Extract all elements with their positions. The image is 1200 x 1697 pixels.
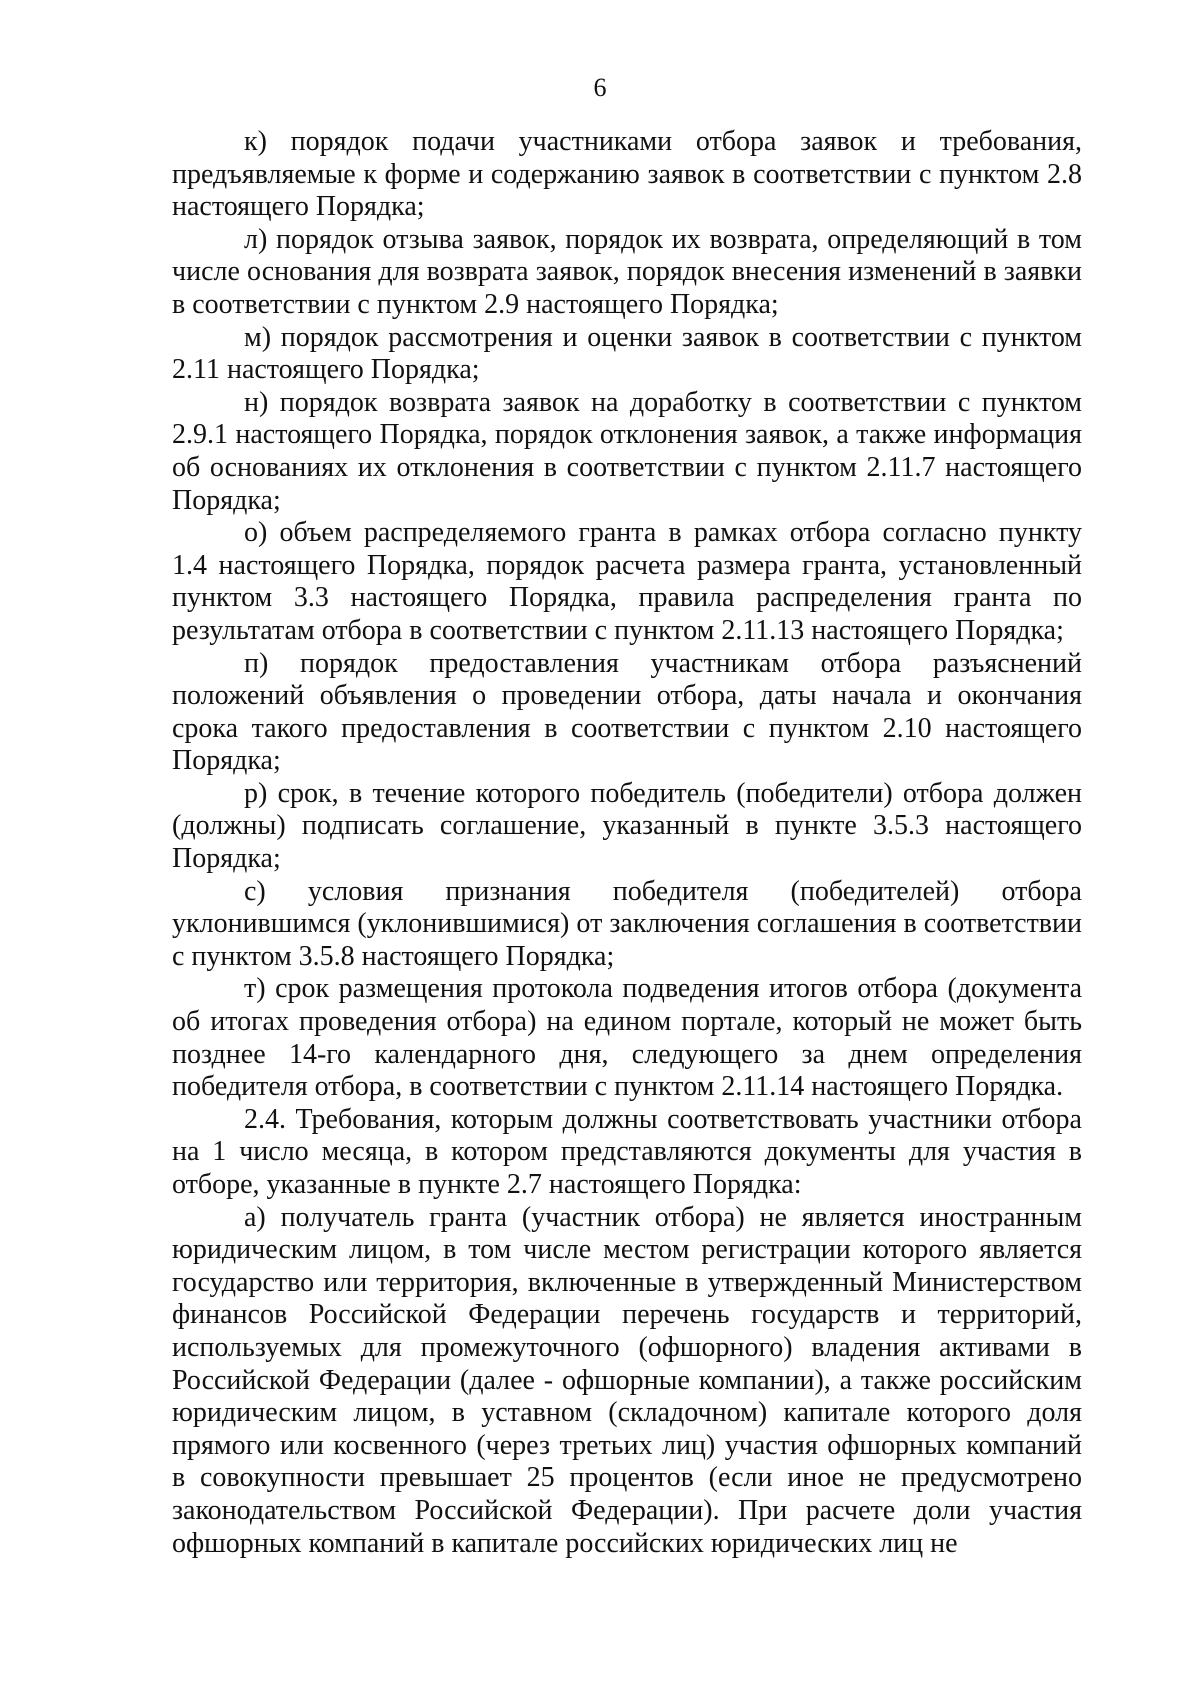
paragraph-s: с) условия признания победителя (победителей) отбора уклонившимся (уклонившимися) от заключения соглашения в соответствии с пунктом 3.5.8 настоящего Порядка; xyxy=(172,875,1082,972)
paragraph-p: п) порядок предоставления участникам отбора разъяснений положений объявления о проведении отбора, даты начала и окончания срока такого предоставления в соответствии с пунктом 2.10 настоящего Порядка; xyxy=(172,647,1082,777)
document-body xyxy=(172,126,1082,1560)
paragraph-n: н) порядок возврата заявок на доработку в соответствии с пунктом 2.9.1 настоящего Порядка, порядок отклонения заявок, а также информация об основаниях их отклонения в соответствии с пунктом 2.11.7 настоящего Порядка; xyxy=(172,386,1082,516)
paragraph-k: к) порядок подачи участниками отбора заявок и требования, предъявляемые к форме и содержанию заявок в соответствии с пунктом 2.8 настоящего Порядка; xyxy=(172,126,1082,223)
paragraph-o: о) объем распределяемого гранта в рамках отбора согласно пункту 1.4 настоящего Порядка, порядок расчета размера гранта, установленный пунктом 3.3 настоящего Порядка, правила распределения гранта по результатам отбора в соответствии с пунктом 2.11.13 настоящего Порядка; xyxy=(172,517,1082,646)
page-number: 6 xyxy=(593,73,607,102)
paragraph-l: л) порядок отзыва заявок, порядок их возврата, определяющий в том числе основания для возврата заявок, порядок внесения изменений в заявки в соответствии с пунктом 2.9 настоящего Порядка; xyxy=(172,223,1082,320)
paragraph-t: т) срок размещения протокола подведения итогов отбора (документа об итогах проведения отбора) на едином портале, который не может быть позднее 14-го календарного дня, следующего за днем определения победителя отбора, в соответствии с пунктом 2.11.14 настоящего Порядка. xyxy=(172,973,1082,1103)
paragraph-a: а) получатель гранта (участник отбора) не является иностранным юридическим лицом, в том числе местом регистрации которого является государство или территория, включенные в утвержденный Министерством финансов Российской Федерации перечень государств и территорий, используемых для промежуточного (офшорного) владения активами в Российской Федерации (далее - офшорные компании), а также российским юридическим лицом, в уставном (складочном) капитале которого доля прямого или косвенного (через третьих лиц) участия офшорных компаний в совокупности превышает 25 процентов (если иное не предусмотрено законодательством Российской Федерации). При расчете доли участия офшорных компаний в капитале российских юридических лиц не xyxy=(172,1201,1082,1559)
paragraph-r: р) срок, в течение которого победитель (победители) отбора должен (должны) подписать соглашение, указанный в пункте 3.5.3 настоящего Порядка; xyxy=(172,777,1082,875)
section-2-4-paragraph: 2.4. Требования, которым должны соответствовать участники отбора на 1 число месяца, в котором представляются документы для участия в отборе, указанные в пункте 2.7 настоящего Порядка: xyxy=(172,1103,1082,1200)
paragraph-m: м) порядок рассмотрения и оценки заявок в соответствии с пунктом 2.11 настоящего Порядка; xyxy=(172,321,1082,386)
